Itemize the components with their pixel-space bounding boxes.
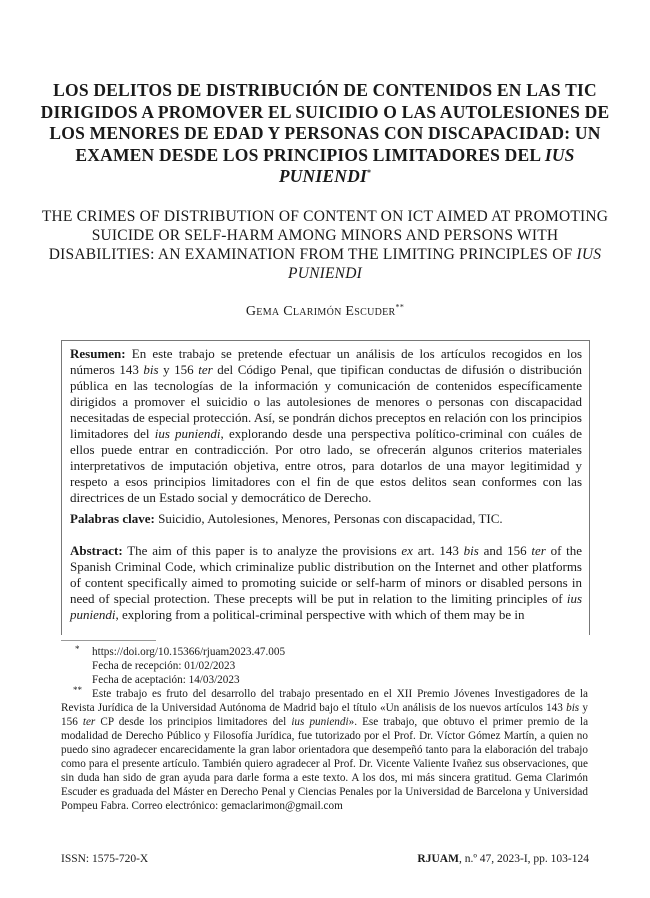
issn: ISSN: 1575-720-X [61,853,149,865]
resumen-paragraph: Resumen: En este trabajo se pretende efectuar un análisis de los artículos recogidos en los números 143 bis y 156 ter del Código Penal, que tipifican conductas de difusión o distribución pública en las tecnologías de la información y comunicación de contenidos específicamente dirigidos a promover el suicidio o las autolesiones de menores o personas con discapacidad necesitadas de especial protección. Así, se pondrán dichos preceptos en relación con los principios limitadores del ius puniendi, explorando desde una perspectiva político-criminal con cuáles de ellos puede entrar en contradicción. Por otro lado, se ofrecerán algunos criterios materiales interpretativos de imputación objetiva, entre otros, para dotarlos de una mayor legitimidad y respeto a esos principios limitadores con el fin de que estos delitos sean conformes con las directrices de un Estado social y democrático de Derecho. [70,346,583,506]
journal-citation: RJUAM, n.º 47, 2023-I, pp. 103-124 [417,853,589,865]
paper-title-en: THE CRIMES OF DISTRIBUTION OF CONTENT ON ICT AIMED AT PROMOTING SUICIDE OR SELF-HARM AMONG MINORS AND PERSONS WITH DISABILITIES: AN EXAMINATION FROM THE LIMITING PRINCIPLES OF IUS PUNIENDI [41,208,609,282]
footnote-2-mark: ** [73,685,82,695]
footnote-separator [61,640,156,641]
keywords-paragraph: Palabras clave: Suicidio, Autolesiones, Menores, Personas con discapacidad, TIC. [70,511,503,526]
paper-title-es: LOS DELITOS DE DISTRIBUCIÓN DE CONTENIDOS EN LAS TIC DIRIGIDOS A PROMOVER EL SUICIDIO O LAS AUTOLESIONES DE LOS MENORES DE EDAD Y PERSONAS CON DISCAPACIDAD: UN EXAMEN DESDE LOS PRINCIPIOS LIMITADORES DEL IUS PUNIENDI* [40,80,610,186]
abstract-paragraph: Abstract: The aim of this paper is to analyze the provisions ex art. 143 bis and 156 ter of the Spanish Criminal Code, which criminalize public distribution on the Internet and other platforms of content specifically aimed to promoting suicide or self-harm of minors or disabled persons in need of special protection. These precepts will be put in relation to the limiting principles of ius puniendi, exploring from a political-criminal perspective with which of them may be in [70,543,583,623]
footnote-1-mark: * [75,644,80,654]
footnote-accepted: Fecha de aceptación: 14/03/2023 [92,674,240,686]
footnote-received: Fecha de recepción: 01/02/2023 [92,660,236,672]
footnote-2: Este trabajo es fruto del desarrollo del trabajo presentado en el XII Premio Jóvenes Investigadores de la Revista Jurídica de la Universidad Autónoma de Madrid bajo el título «Un análisis de los nuevos artículos 143 bis y 156 ter CP desde los principios limitadores del ius puniendi». Ese trabajo, que obtuvo el primer premio de la modalidad de Derecho Público y Filosofía Jurídica, fue tutorizado por el Prof. Dr. Víctor Gómez Martín, a quien no puedo sino agradecer encarecidamente la gran labor orientadora que desempeñó tanto para la elaboración del trabajo como para el presente artículo. También quiero agradecer al Prof. Dr. Vicente Valiente Ivañez sus observaciones, que sin duda han sido de gran ayuda para darle forma a este texto. A los dos, mi más sincera gratitud. Gema Clarimón Escuder es graduada del Máster en Derecho Penal y Ciencias Penales por la Universidad de Barcelona y Universidad Pompeu Fabra. Correo electrónico: gemaclarimon@gmail.com [61,688,589,813]
footnote-doi: https://doi.org/10.15366/rjuam2023.47.005 [92,646,286,658]
author-name: Gema Clarimón Escuder** [245,302,405,319]
summary-box [61,340,590,635]
